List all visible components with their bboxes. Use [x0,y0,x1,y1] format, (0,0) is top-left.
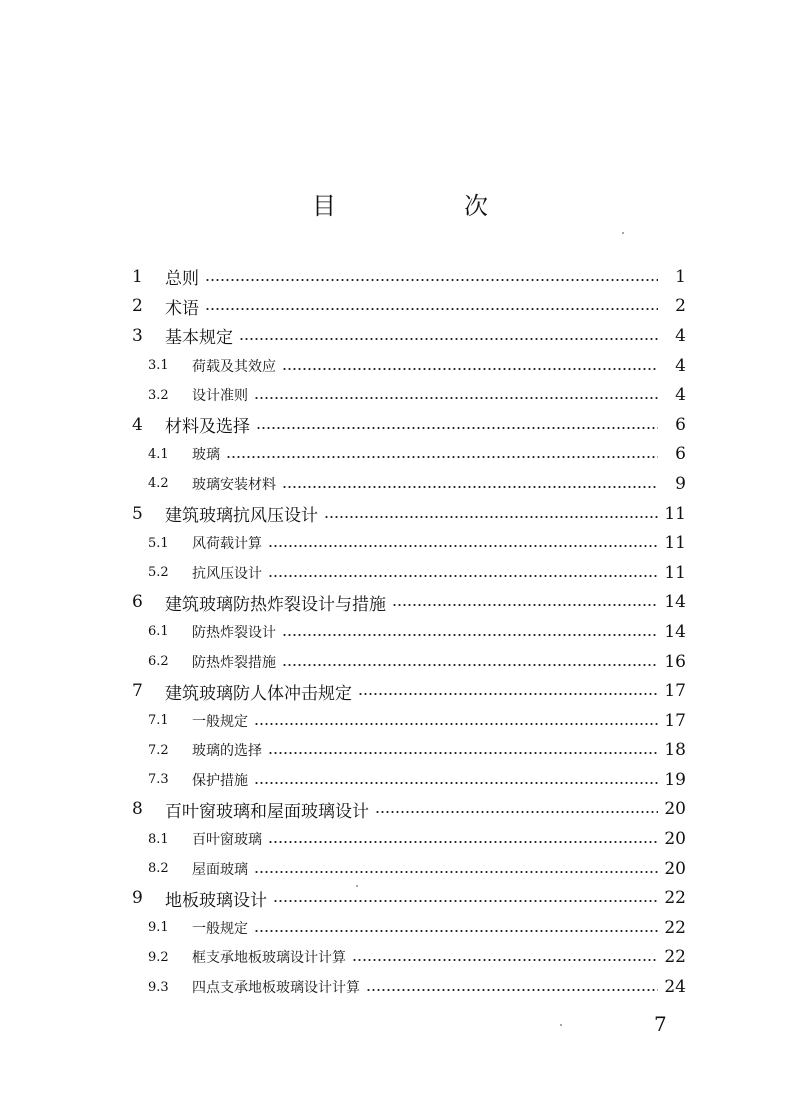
toc-leader-dots [239,338,658,340]
toc-section-entry [130,528,686,558]
toc-leader-dots [366,989,658,991]
toc-entry-page: 19 [664,769,686,790]
toc-entry-number: 4 [132,414,143,435]
toc-section-entry [130,617,686,647]
toc-entry-number: 6 [132,592,143,613]
toc-entry-title: 玻璃安装材料 [192,476,276,493]
toc-leader-dots [226,456,658,458]
toc-entry-number: 8.2 [148,861,169,877]
toc-entry-number: 5.1 [148,535,169,551]
toc-entry-title: 屋面玻璃 [192,861,248,878]
toc-entry-page: 2 [675,296,686,317]
toc-entry-title: 框支承地板玻璃设计计算 [192,950,346,967]
toc-entry-page: 4 [675,325,686,346]
toc-leader-dots [254,930,658,932]
toc-entry-page: 1 [675,266,686,287]
scan-speck [560,1024,562,1026]
toc-section-entry [130,440,686,470]
toc-entry-title: 四点支承地板玻璃设计计算 [192,980,360,997]
toc-section-entry [130,765,686,795]
toc-section-entry [130,647,686,677]
toc-entry-title: 防热炸裂设计 [192,624,276,641]
toc-entry-number: 3.2 [148,387,169,403]
toc-leader-dots [268,545,658,547]
toc-leader-dots [254,782,658,784]
toc-entry-number: 6.2 [148,654,169,670]
toc-leader-dots [324,516,658,518]
toc-entry-page: 6 [675,444,686,465]
toc-entry-number: 2 [132,296,143,317]
toc-entry-number: 7.1 [148,713,169,729]
toc-leader-dots [254,723,658,725]
toc-entry-page: 22 [664,917,686,938]
toc-entry-title: 玻璃 [192,447,220,464]
toc-entry-number: 5 [132,503,143,524]
toc-entry-page: 22 [664,888,686,909]
toc-entry-page: 4 [675,355,686,376]
toc-entry-page: 14 [664,592,686,613]
toc-section-entry [130,824,686,854]
toc-entry-title: 基本规定 [165,328,233,349]
toc-leader-dots [282,486,658,488]
toc-entry-number: 9.3 [148,979,169,995]
toc-entry-title: 保护措施 [192,772,248,789]
toc-leader-dots [392,604,658,606]
toc-leader-dots [268,752,658,754]
toc-entry-title: 材料及选择 [165,417,250,438]
toc-entry-title: 地板玻璃设计 [165,890,267,911]
toc-section-entry [130,972,686,1002]
toc-entry-title: 抗风压设计 [192,565,262,582]
toc-leader-dots [352,959,658,961]
toc-entry-number: 7.2 [148,742,169,758]
toc-entry-number: 3 [132,325,143,346]
toc-entry-page: 20 [664,799,686,820]
toc-entry-number: 9.1 [148,920,169,936]
toc-section-entry [130,943,686,973]
toc-leader-dots [358,693,658,695]
toc-entry-title: 玻璃的选择 [192,743,262,760]
toc-entry-page: 4 [675,385,686,406]
toc-entry-number: 6.1 [148,624,169,640]
toc-section-entry [130,736,686,766]
toc-entry-number: 4.1 [148,446,169,462]
toc-entry-number: 5.2 [148,565,169,581]
toc-entry-number: 9 [132,888,143,909]
toc-entry-number: 7 [132,681,143,702]
toc-leader-dots [254,397,658,399]
toc-entry-page: 11 [664,503,686,524]
toc-entry-page: 6 [675,414,686,435]
toc-leader-dots [282,664,658,666]
toc-chapter-entry [130,262,686,292]
toc-chapter-entry [130,883,686,913]
toc-entry-title: 设计准则 [192,388,248,405]
toc-leader-dots [282,634,658,636]
toc-chapter-entry [130,321,686,351]
toc-entry-number: 7.3 [148,772,169,788]
toc-chapter-entry [130,499,686,529]
toc-entry-number: 8.1 [148,831,169,847]
toc-entry-title: 一般规定 [192,713,248,730]
toc-entry-number: 1 [132,266,143,287]
toc-section-entry [130,351,686,381]
toc-entry-page: 18 [664,740,686,761]
toc-entry-page: 11 [664,562,686,583]
toc-leader-dots [375,811,658,813]
toc-section-entry [130,558,686,588]
toc-section-entry [130,469,686,499]
toc-entry-title: 一般规定 [192,920,248,937]
toc-leader-dots [268,841,658,843]
toc-leader-dots [282,368,658,370]
toc-entry-page: 11 [664,533,686,554]
toc-entry-page: 20 [664,829,686,850]
scan-speck [356,885,358,887]
toc-title: 目 次 [312,192,540,220]
toc-section-entry [130,706,686,736]
toc-entry-title: 防热炸裂措施 [192,654,276,671]
toc-entry-number: 3.1 [148,358,169,374]
toc-entry-number: 8 [132,799,143,820]
table-of-contents [130,262,686,1002]
toc-chapter-entry [130,292,686,322]
toc-chapter-entry [130,410,686,440]
toc-leader-dots [256,427,658,429]
toc-entry-title: 百叶窗玻璃和屋面玻璃设计 [165,801,369,822]
toc-entry-page: 22 [664,947,686,968]
toc-chapter-entry [130,676,686,706]
toc-entry-title: 荷载及其效应 [192,358,276,375]
toc-leader-dots [205,308,658,310]
toc-entry-page: 17 [664,681,686,702]
toc-entry-number: 9.2 [148,949,169,965]
toc-section-entry [130,380,686,410]
toc-entry-title: 风荷载计算 [192,536,262,553]
toc-entry-page: 20 [664,858,686,879]
toc-entry-title: 建筑玻璃抗风压设计 [165,506,318,527]
toc-entry-title: 术语 [165,298,199,319]
toc-entry-page: 24 [664,977,686,998]
toc-section-entry [130,854,686,884]
toc-entry-title: 建筑玻璃防热炸裂设计与措施 [165,594,386,615]
toc-leader-dots [268,575,658,577]
toc-section-entry [130,913,686,943]
toc-entry-title: 建筑玻璃防人体冲击规定 [165,683,352,704]
scan-speck [622,232,624,234]
toc-chapter-entry [130,795,686,825]
toc-entry-title: 总则 [165,269,199,290]
toc-entry-page: 9 [675,473,686,494]
toc-leader-dots [205,279,658,281]
toc-entry-page: 16 [664,651,686,672]
toc-leader-dots [273,900,658,902]
page-number: 7 [654,1012,667,1036]
toc-leader-dots [254,871,658,873]
toc-entry-title: 百叶窗玻璃 [192,832,262,849]
toc-entry-page: 14 [664,621,686,642]
toc-chapter-entry [130,588,686,618]
toc-entry-page: 17 [664,710,686,731]
toc-entry-number: 4.2 [148,476,169,492]
